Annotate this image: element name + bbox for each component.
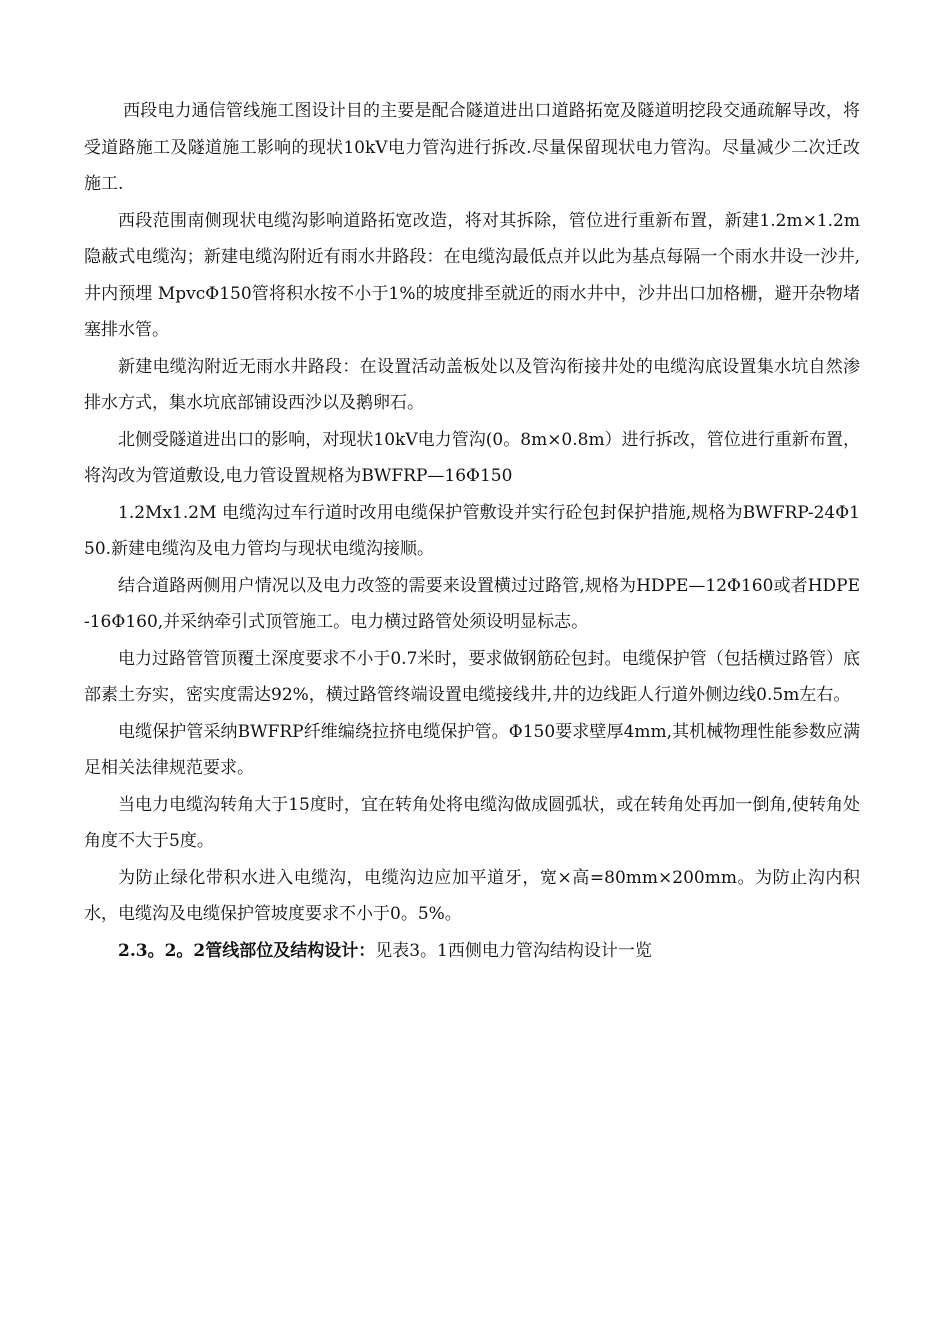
section-heading-title: 2.3。2。2管线部位及结构设计： (118, 940, 376, 961)
paragraph-protection-pipe: 电缆保护管采纳BWFRP纤维编绕拉挤电缆保护管。Φ150要求壁厚4mm,其机械物理性能参数应满足相关法律规范要求。 (84, 721, 860, 778)
section-heading-reference: 见表3。1西侧电力管沟结构设计一览 (375, 940, 652, 961)
paragraph-crossing-pipes: 结合道路两侧用户情况以及电力改签的需要来设置横过过路管,规格为HDPE—12Φ160或者HDPE-16Φ160,并采纳牵引式顶管施工。电力横过路管处须设明显标志。 (84, 575, 860, 632)
paragraph-no-rainwater-well: 新建电缆沟附近无雨水井路段：在设置活动盖板处以及管沟衔接井处的电缆沟底设置集水坑自然渗排水方式，集水坑底部铺设西沙以及鹅卵石。 (84, 356, 860, 413)
paragraph-north-side: 北侧受隧道进出口的影响，对现状10kV电力管沟(0。8m×0.8m）进行拆改，管位进行重新布置，将沟改为管道敷设,电力管设置规格为BWFRP—16Φ150 (84, 429, 860, 486)
paragraph-design-purpose: 西段电力通信管线施工图设计目的主要是配合隧道进出口道路拓宽及隧道明挖段交通疏解导改，将受道路施工及隧道施工影响的现状10kV电力管沟进行拆改.尽量保留现状电力管沟。尽量减少二次迁改施工. (84, 101, 860, 194)
paragraph-turn-angle: 当电力电缆沟转角大于15度时，宜在转角处将电缆沟做成圆弧状，或在转角处再加一倒角,使转角处角度不大于5度。 (84, 794, 860, 851)
paragraph-cover-depth: 电力过路管管顶覆土深度要求不小于0.7米时，要求做钢筋砼包封。电缆保护管（包括横过路管）底部素土夯实，密实度需达92%，横过路管终端设置电缆接线井,井的边线距人行道外侧边线0.5m左右。 (84, 648, 860, 705)
section-heading (84, 933, 860, 970)
paragraph-curb-slope: 为防止绿化带积水进入电缆沟，电缆沟边应加平道牙，宽×高=80mm×200mm。为防止沟内积水，电缆沟及电缆保护管坡度要求不小于0。5%。 (84, 867, 860, 924)
document-body (84, 93, 860, 969)
paragraph-roadway-crossing: 1.2Mx1.2M 电缆沟过车行道时改用电缆保护管敷设并实行砼包封保护措施,规格为BWFRP-24Φ150.新建电缆沟及电力管均与现状电缆沟接顺。 (84, 502, 860, 559)
paragraph-south-cable-trench: 西段范围南侧现状电缆沟影响道路拓宽改造，将对其拆除，管位进行重新布置，新建1.2m×1.2m隐蔽式电缆沟；新建电缆沟附近有雨水井路段：在电缆沟最低点并以此为基点每隔一个雨水井设一沙井,井内预埋 MpvcΦ150管将积水按不小于1%的坡度排至就近的雨水井中，沙井出口加格栅，避开杂物堵塞排水管。 (84, 210, 860, 340)
